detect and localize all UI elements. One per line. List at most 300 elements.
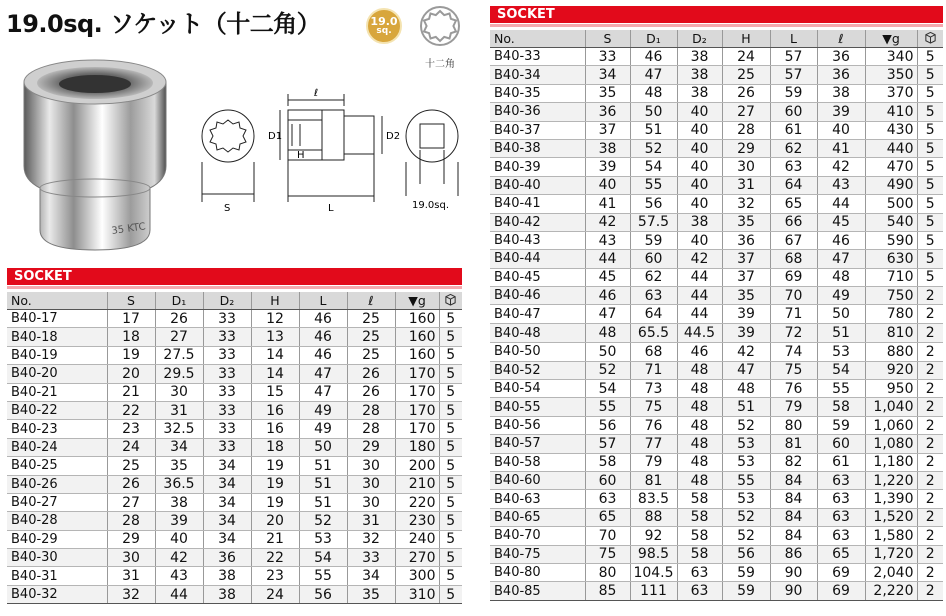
cell-h: 21	[251, 530, 299, 548]
cell-no: B40-57	[490, 435, 585, 453]
cell-l: 51	[299, 475, 347, 493]
cell-ell: 28	[347, 420, 395, 438]
cell-d1: 47	[630, 66, 677, 84]
table-row	[7, 383, 462, 401]
column-header-g: ▼g	[395, 292, 439, 310]
cell-l: 62	[770, 139, 817, 157]
cell-s: 43	[585, 231, 630, 249]
column-header-d2: D₂	[203, 292, 251, 310]
cell-g: 270	[395, 549, 439, 567]
cell-l: 46	[299, 346, 347, 364]
cell-no: B40-28	[7, 512, 107, 530]
cell-no: B40-17	[7, 310, 107, 328]
cell-d1: 79	[630, 453, 677, 471]
column-header-s: S	[107, 292, 155, 310]
cell-h: 59	[722, 563, 770, 581]
cell-g: 590	[865, 231, 917, 249]
table-row	[490, 380, 943, 398]
cell-ell: 50	[817, 305, 865, 323]
table-row	[490, 323, 943, 342]
cell-g: 210	[395, 475, 439, 493]
page-title: 19.0sq. ソケット（十二角）	[6, 10, 321, 38]
cell-ell: 59	[817, 416, 865, 434]
badge-unit-text: sq.	[376, 26, 392, 36]
diagram-label-l-small: ℓ	[314, 88, 319, 99]
table-row	[490, 250, 943, 268]
cell-no: B40-39	[490, 158, 585, 176]
cell-l: 74	[770, 343, 817, 361]
cell-h: 48	[722, 380, 770, 398]
cell-g: 950	[865, 380, 917, 398]
cell-d1: 68	[630, 343, 677, 361]
cell-s: 60	[585, 471, 630, 489]
cell-g: 1,580	[865, 527, 917, 545]
cell-no: B40-60	[490, 471, 585, 489]
cell-qty: 5	[439, 420, 462, 438]
table-row	[490, 471, 943, 489]
cell-d2: 48	[677, 453, 722, 471]
cell-no: B40-24	[7, 438, 107, 456]
cell-d1: 71	[630, 361, 677, 379]
cell-ell: 26	[347, 365, 395, 383]
cell-qty: 5	[439, 549, 462, 567]
cell-g: 1,520	[865, 508, 917, 526]
cell-qty: 5	[439, 383, 462, 401]
cell-qty: 2	[917, 527, 943, 545]
cell-l: 49	[299, 420, 347, 438]
table-row	[490, 435, 943, 453]
cell-qty: 2	[917, 582, 943, 600]
cell-d2: 38	[203, 567, 251, 585]
cell-h: 53	[722, 435, 770, 453]
socket-table-right	[490, 30, 943, 601]
cell-l: 49	[299, 401, 347, 419]
cell-s: 48	[585, 323, 630, 342]
cell-qty: 2	[917, 435, 943, 453]
cell-qty: 2	[917, 453, 943, 471]
cell-s: 31	[107, 567, 155, 585]
cell-no: B40-37	[490, 121, 585, 139]
cell-d1: 64	[630, 305, 677, 323]
cell-g: 540	[865, 213, 917, 231]
cell-no: B40-70	[490, 527, 585, 545]
cell-ell: 36	[817, 48, 865, 66]
cell-d2: 33	[203, 438, 251, 456]
cell-h: 35	[722, 287, 770, 305]
cell-l: 54	[299, 549, 347, 567]
cell-qty: 2	[917, 287, 943, 305]
table-row	[7, 530, 462, 548]
cell-ell: 25	[347, 346, 395, 364]
table-row	[490, 268, 943, 286]
cell-qty: 5	[439, 567, 462, 585]
cell-qty: 2	[917, 490, 943, 508]
cell-l: 46	[299, 310, 347, 328]
cell-ell: 32	[347, 530, 395, 548]
cell-h: 18	[251, 438, 299, 456]
cell-h: 35	[722, 213, 770, 231]
cell-qty: 5	[917, 268, 943, 286]
cell-s: 39	[585, 158, 630, 176]
cell-ell: 31	[347, 512, 395, 530]
cell-d1: 44	[155, 585, 203, 603]
cell-d1: 88	[630, 508, 677, 526]
cell-ell: 63	[817, 471, 865, 489]
cell-d1: 104.5	[630, 563, 677, 581]
cell-s: 22	[107, 401, 155, 419]
cell-d1: 62	[630, 268, 677, 286]
cell-no: B40-36	[490, 103, 585, 121]
cell-l: 51	[299, 457, 347, 475]
cell-l: 70	[770, 287, 817, 305]
cell-d2: 33	[203, 420, 251, 438]
cell-h: 51	[722, 398, 770, 416]
cell-no: B40-47	[490, 305, 585, 323]
cell-no: B40-48	[490, 323, 585, 342]
column-header-s: S	[585, 30, 630, 48]
cell-no: B40-19	[7, 346, 107, 364]
table-row	[490, 453, 943, 471]
cell-d1: 46	[630, 48, 677, 66]
cell-no: B40-30	[7, 549, 107, 567]
cell-l: 64	[770, 176, 817, 194]
cell-d2: 42	[677, 250, 722, 268]
twelve-point-icon	[420, 6, 460, 46]
cell-g: 500	[865, 195, 917, 213]
cell-d2: 40	[677, 103, 722, 121]
cell-qty: 2	[917, 361, 943, 379]
cell-l: 84	[770, 508, 817, 526]
cell-qty: 2	[917, 398, 943, 416]
cell-g: 780	[865, 305, 917, 323]
cell-qty: 5	[439, 457, 462, 475]
cell-d2: 34	[203, 475, 251, 493]
cell-h: 19	[251, 493, 299, 511]
cell-d1: 39	[155, 512, 203, 530]
cell-l: 66	[770, 213, 817, 231]
table-row	[490, 213, 943, 231]
cell-d2: 44.5	[677, 323, 722, 342]
cell-h: 53	[722, 490, 770, 508]
cell-g: 170	[395, 420, 439, 438]
table-row	[7, 585, 462, 603]
cell-g: 1,220	[865, 471, 917, 489]
cell-g: 310	[395, 585, 439, 603]
cell-h: 39	[722, 305, 770, 323]
cell-d1: 75	[630, 398, 677, 416]
cell-qty: 5	[917, 250, 943, 268]
cell-s: 36	[585, 103, 630, 121]
cell-d1: 50	[630, 103, 677, 121]
table-row	[7, 328, 462, 346]
cell-no: B40-50	[490, 343, 585, 361]
cell-h: 27	[722, 103, 770, 121]
cell-h: 26	[722, 84, 770, 102]
cell-h: 52	[722, 527, 770, 545]
table-row	[490, 84, 943, 102]
cell-h: 31	[722, 176, 770, 194]
cell-no: B40-55	[490, 398, 585, 416]
cell-ell: 30	[347, 475, 395, 493]
cell-s: 34	[585, 66, 630, 84]
cell-qty: 5	[917, 66, 943, 84]
cell-qty: 2	[917, 545, 943, 563]
cell-qty: 5	[439, 365, 462, 383]
cell-s: 35	[585, 84, 630, 102]
cell-d2: 34	[203, 493, 251, 511]
cell-g: 240	[395, 530, 439, 548]
table-row	[7, 365, 462, 383]
cell-d1: 43	[155, 567, 203, 585]
cell-d2: 40	[677, 121, 722, 139]
cell-g: 160	[395, 310, 439, 328]
cell-d1: 81	[630, 471, 677, 489]
cell-no: B40-56	[490, 416, 585, 434]
cell-s: 85	[585, 582, 630, 600]
cell-d1: 52	[630, 139, 677, 157]
cell-h: 15	[251, 383, 299, 401]
cell-d1: 65.5	[630, 323, 677, 342]
cell-d2: 38	[677, 66, 722, 84]
cell-h: 36	[722, 231, 770, 249]
table-row	[7, 512, 462, 530]
section-header-left: SOCKET	[7, 268, 462, 285]
cell-g: 160	[395, 328, 439, 346]
cell-qty: 5	[917, 121, 943, 139]
cell-l: 67	[770, 231, 817, 249]
table-row	[490, 527, 943, 545]
cell-l: 60	[770, 103, 817, 121]
cell-qty: 5	[439, 310, 462, 328]
cell-l: 69	[770, 268, 817, 286]
cell-h: 29	[722, 139, 770, 157]
diagram-label-s: S	[224, 203, 231, 214]
column-header-d2: D₂	[677, 30, 722, 48]
cell-h: 23	[251, 567, 299, 585]
cell-no: B40-52	[490, 361, 585, 379]
cell-g: 2,040	[865, 563, 917, 581]
cell-d2: 33	[203, 328, 251, 346]
cell-d2: 48	[677, 435, 722, 453]
cell-ell: 40	[817, 121, 865, 139]
cell-ell: 43	[817, 176, 865, 194]
cell-ell: 63	[817, 527, 865, 545]
cell-h: 16	[251, 401, 299, 419]
cell-d1: 42	[155, 549, 203, 567]
cell-qty: 5	[917, 103, 943, 121]
photo-marking: 35 KTC	[110, 221, 147, 237]
table-row	[7, 493, 462, 511]
cell-no: B40-80	[490, 563, 585, 581]
cell-d1: 32.5	[155, 420, 203, 438]
cell-d2: 34	[203, 457, 251, 475]
cell-d1: 27.5	[155, 346, 203, 364]
cell-no: B40-34	[490, 66, 585, 84]
cell-d1: 35	[155, 457, 203, 475]
cell-h: 32	[722, 195, 770, 213]
cell-ell: 60	[817, 435, 865, 453]
cell-no: B40-31	[7, 567, 107, 585]
table-row	[490, 490, 943, 508]
cell-s: 26	[107, 475, 155, 493]
table-row	[490, 231, 943, 249]
cell-d1: 30	[155, 383, 203, 401]
cell-l: 56	[299, 585, 347, 603]
table-row	[490, 121, 943, 139]
cell-l: 47	[299, 365, 347, 383]
cell-qty: 2	[917, 323, 943, 342]
cell-g: 220	[395, 493, 439, 511]
table-row	[490, 158, 943, 176]
cell-l: 79	[770, 398, 817, 416]
cell-h: 39	[722, 323, 770, 342]
cell-l: 90	[770, 582, 817, 600]
cell-d2: 33	[203, 383, 251, 401]
cell-d2: 34	[203, 512, 251, 530]
cell-d1: 57.5	[630, 213, 677, 231]
cell-d2: 48	[677, 471, 722, 489]
cell-g: 1,390	[865, 490, 917, 508]
cell-g: 200	[395, 457, 439, 475]
cell-l: 90	[770, 563, 817, 581]
cell-d2: 40	[677, 139, 722, 157]
diagram-label-h: H	[297, 150, 305, 161]
cell-h: 19	[251, 475, 299, 493]
cell-ell: 51	[817, 323, 865, 342]
table-row	[490, 545, 943, 563]
cell-l: 52	[299, 512, 347, 530]
column-header-h: H	[251, 292, 299, 310]
column-header-ell: ℓ	[817, 30, 865, 48]
cell-d2: 46	[677, 343, 722, 361]
cell-qty: 2	[917, 343, 943, 361]
cell-qty: 5	[439, 346, 462, 364]
cell-g: 300	[395, 567, 439, 585]
table-row	[490, 563, 943, 581]
cell-s: 29	[107, 530, 155, 548]
cell-d1: 56	[630, 195, 677, 213]
cell-qty: 5	[439, 475, 462, 493]
cell-d2: 38	[203, 585, 251, 603]
table-row	[7, 346, 462, 364]
cell-ell: 26	[347, 383, 395, 401]
table-row	[7, 549, 462, 567]
diagram-label-d1: D1	[268, 131, 283, 142]
cell-s: 27	[107, 493, 155, 511]
cell-qty: 5	[439, 401, 462, 419]
cell-g: 810	[865, 323, 917, 342]
cell-s: 63	[585, 490, 630, 508]
table-row	[7, 438, 462, 456]
cell-l: 51	[299, 493, 347, 511]
cell-l: 84	[770, 527, 817, 545]
cell-no: B40-85	[490, 582, 585, 600]
cell-s: 70	[585, 527, 630, 545]
cell-d1: 92	[630, 527, 677, 545]
cell-d1: 34	[155, 438, 203, 456]
cell-ell: 41	[817, 139, 865, 157]
cell-l: 81	[770, 435, 817, 453]
cell-no: B40-46	[490, 287, 585, 305]
cell-d2: 48	[677, 398, 722, 416]
cell-s: 46	[585, 287, 630, 305]
cell-qty: 2	[917, 471, 943, 489]
cell-s: 55	[585, 398, 630, 416]
cell-ell: 55	[817, 380, 865, 398]
table-row	[490, 398, 943, 416]
cell-g: 170	[395, 365, 439, 383]
cell-g: 1,060	[865, 416, 917, 434]
cell-g: 710	[865, 268, 917, 286]
cell-l: 47	[299, 383, 347, 401]
cell-s: 17	[107, 310, 155, 328]
cell-qty: 5	[917, 139, 943, 157]
cell-h: 37	[722, 268, 770, 286]
cell-d1: 40	[155, 530, 203, 548]
cell-ell: 35	[347, 585, 395, 603]
cell-ell: 38	[817, 84, 865, 102]
diagram-label-drive: 19.0sq.	[412, 200, 450, 211]
cell-qty: 2	[917, 563, 943, 581]
column-header-l: L	[770, 30, 817, 48]
cell-s: 19	[107, 346, 155, 364]
cell-d2: 58	[677, 508, 722, 526]
cell-s: 21	[107, 383, 155, 401]
cell-d2: 38	[677, 213, 722, 231]
socket-table-left	[7, 292, 462, 604]
cell-no: B40-75	[490, 545, 585, 563]
cell-s: 54	[585, 380, 630, 398]
diagram-label-d2: D2	[386, 131, 401, 142]
cell-h: 47	[722, 361, 770, 379]
column-header-d1: D₁	[630, 30, 677, 48]
cell-l: 46	[299, 328, 347, 346]
table-row	[490, 66, 943, 84]
cell-g: 370	[865, 84, 917, 102]
cell-d1: 54	[630, 158, 677, 176]
cell-no: B40-21	[7, 383, 107, 401]
cell-no: B40-32	[7, 585, 107, 603]
cell-h: 16	[251, 420, 299, 438]
cell-g: 430	[865, 121, 917, 139]
cell-ell: 42	[817, 158, 865, 176]
cell-ell: 46	[817, 231, 865, 249]
cell-no: B40-27	[7, 493, 107, 511]
column-header-l: L	[299, 292, 347, 310]
cell-h: 14	[251, 346, 299, 364]
cell-h: 22	[251, 549, 299, 567]
cell-d2: 38	[677, 84, 722, 102]
cell-h: 52	[722, 416, 770, 434]
cell-d2: 33	[203, 365, 251, 383]
cell-d2: 40	[677, 195, 722, 213]
section-header-right: SOCKET	[490, 6, 943, 23]
cell-h: 24	[251, 585, 299, 603]
table-row	[490, 305, 943, 323]
cell-g: 350	[865, 66, 917, 84]
cell-h: 12	[251, 310, 299, 328]
cell-s: 28	[107, 512, 155, 530]
cell-no: B40-41	[490, 195, 585, 213]
table-row	[490, 416, 943, 434]
column-header-no: No.	[490, 30, 585, 48]
cell-l: 75	[770, 361, 817, 379]
cell-d2: 40	[677, 231, 722, 249]
cell-no: B40-43	[490, 231, 585, 249]
cell-s: 45	[585, 268, 630, 286]
cell-g: 440	[865, 139, 917, 157]
column-header-qty	[917, 30, 943, 48]
